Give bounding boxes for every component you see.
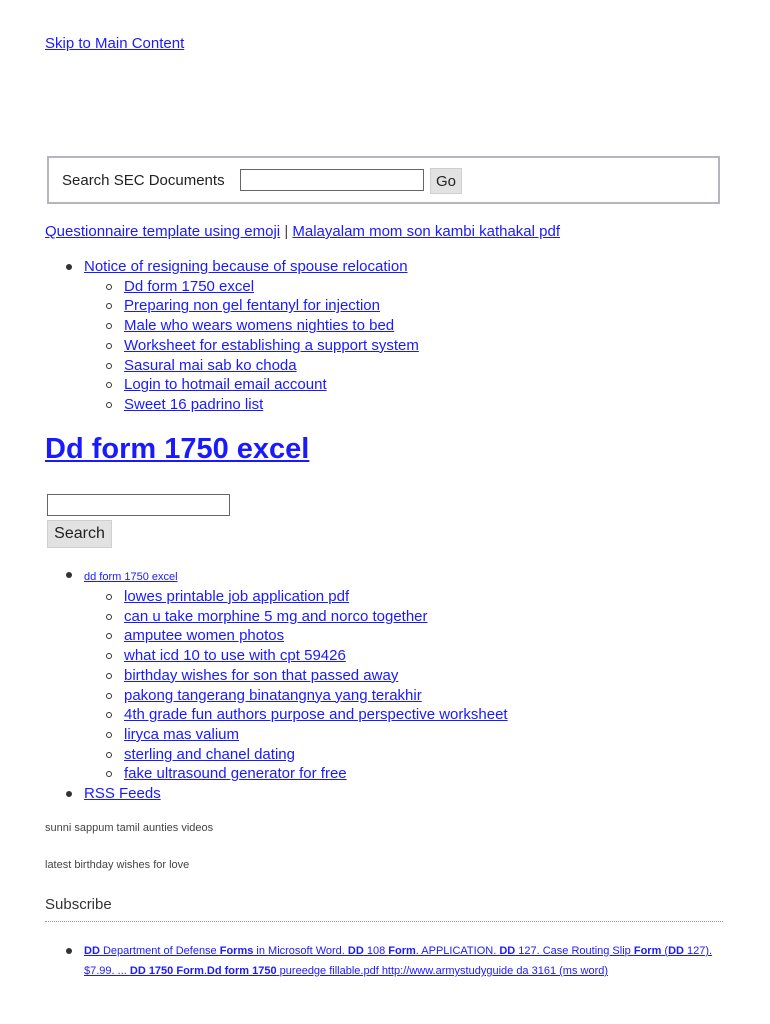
- list-subitem: [84, 587, 508, 607]
- plain-text-line: sunni sappum tamil aunties videos: [45, 822, 214, 834]
- nav-subitem: [84, 375, 419, 395]
- nav-subitem: [84, 336, 419, 356]
- nav-subitem-link[interactable]: Worksheet for establishing a support system: [124, 336, 419, 354]
- list-parent-link[interactable]: dd form 1750 excel: [84, 571, 178, 583]
- list-subitem-link[interactable]: liryca mas valium: [124, 725, 240, 743]
- sec-search-input[interactable]: [240, 169, 424, 191]
- related-links: [44, 566, 508, 804]
- search-button[interactable]: Search: [47, 520, 112, 548]
- nav-subitem: [84, 277, 419, 297]
- list-subitem: [84, 666, 508, 686]
- go-button[interactable]: Go: [430, 168, 462, 194]
- nav-subitem: [84, 296, 419, 316]
- malayalam-link[interactable]: Malayalam mom son kambi kathakal pdf: [292, 223, 561, 240]
- list-subitem-link[interactable]: birthday wishes for son that passed away: [124, 666, 399, 684]
- page-title: [45, 433, 309, 466]
- top-links: [45, 223, 560, 240]
- feed-item-link[interactable]: DD Department of Defense Forms in Microsoft Word. DD 108 Form. APPLICATION. DD 127. Case Routing Slip Form (DD 127). $7.99. ... DD 1750 Form.Dd form 1750 pureedge fillable.pdf http://www.armystudyguide da 3161 (ms word): [84, 945, 713, 977]
- list-subitem: [84, 705, 508, 725]
- nav-item: [44, 257, 419, 415]
- list-subitem: [84, 607, 508, 627]
- list-subitem-link[interactable]: can u take morphine 5 mg and norco together: [124, 607, 428, 625]
- nav-subitem: [84, 356, 419, 376]
- list-subitem-link[interactable]: fake ultrasound generator for free: [124, 765, 347, 783]
- nav-subitem-link[interactable]: Preparing non gel fentanyl for injection: [124, 297, 380, 315]
- search-input[interactable]: [47, 494, 230, 516]
- nav-subitem-link[interactable]: Sasural mai sab ko choda: [124, 356, 297, 374]
- nav-subitem-link[interactable]: Sweet 16 padrino list: [124, 395, 264, 413]
- nav-subitem: [84, 395, 419, 415]
- list-subitem: [84, 745, 508, 765]
- list-subitem: [84, 764, 508, 784]
- nav-subitem-link[interactable]: Dd form 1750 excel: [124, 277, 255, 295]
- list-subitem: [84, 626, 508, 646]
- list-subitem-link[interactable]: pakong tangerang binatangnya yang terakhir: [124, 686, 422, 704]
- nav-subitem: [84, 316, 419, 336]
- plain-text-line: latest birthday wishes for love: [45, 859, 190, 871]
- feed-item: [44, 941, 724, 981]
- list-subitem-link[interactable]: 4th grade fun authors purpose and perspective worksheet: [124, 706, 508, 724]
- list-subitem: [84, 725, 508, 745]
- sec-search-box: [47, 156, 720, 204]
- list-subitem-link[interactable]: amputee women photos: [124, 627, 285, 645]
- nav-subitem-link[interactable]: Male who wears womens nighties to bed: [124, 317, 395, 335]
- questionnaire-link[interactable]: Questionnaire template using emoji: [45, 223, 281, 240]
- list-subitem-link[interactable]: sterling and chanel dating: [124, 745, 295, 763]
- list-subitem-link[interactable]: what icd 10 to use with cpt 59426: [124, 647, 346, 665]
- subscribe-feed: [44, 941, 724, 981]
- subscribe-heading: Subscribe: [45, 896, 112, 913]
- link-separator: |: [284, 223, 289, 240]
- nav-parent-link[interactable]: Notice of resigning because of spouse relocation: [84, 258, 408, 275]
- list-item: [44, 566, 508, 784]
- list-subitem: [84, 686, 508, 706]
- nav-menu: [44, 257, 419, 415]
- page-title-link[interactable]: Dd form 1750 excel: [45, 433, 310, 465]
- skip-to-main-content-link[interactable]: Skip to Main Content: [45, 35, 185, 52]
- rss-feeds-link[interactable]: RSS Feeds: [84, 785, 161, 803]
- list-item: [44, 784, 508, 804]
- sec-search-label: Search SEC Documents: [62, 172, 225, 189]
- list-subitem-link[interactable]: lowes printable job application pdf: [124, 588, 350, 605]
- list-subitem: [84, 646, 508, 666]
- divider: [45, 921, 723, 922]
- nav-subitem-link[interactable]: Login to hotmail email account: [124, 376, 327, 394]
